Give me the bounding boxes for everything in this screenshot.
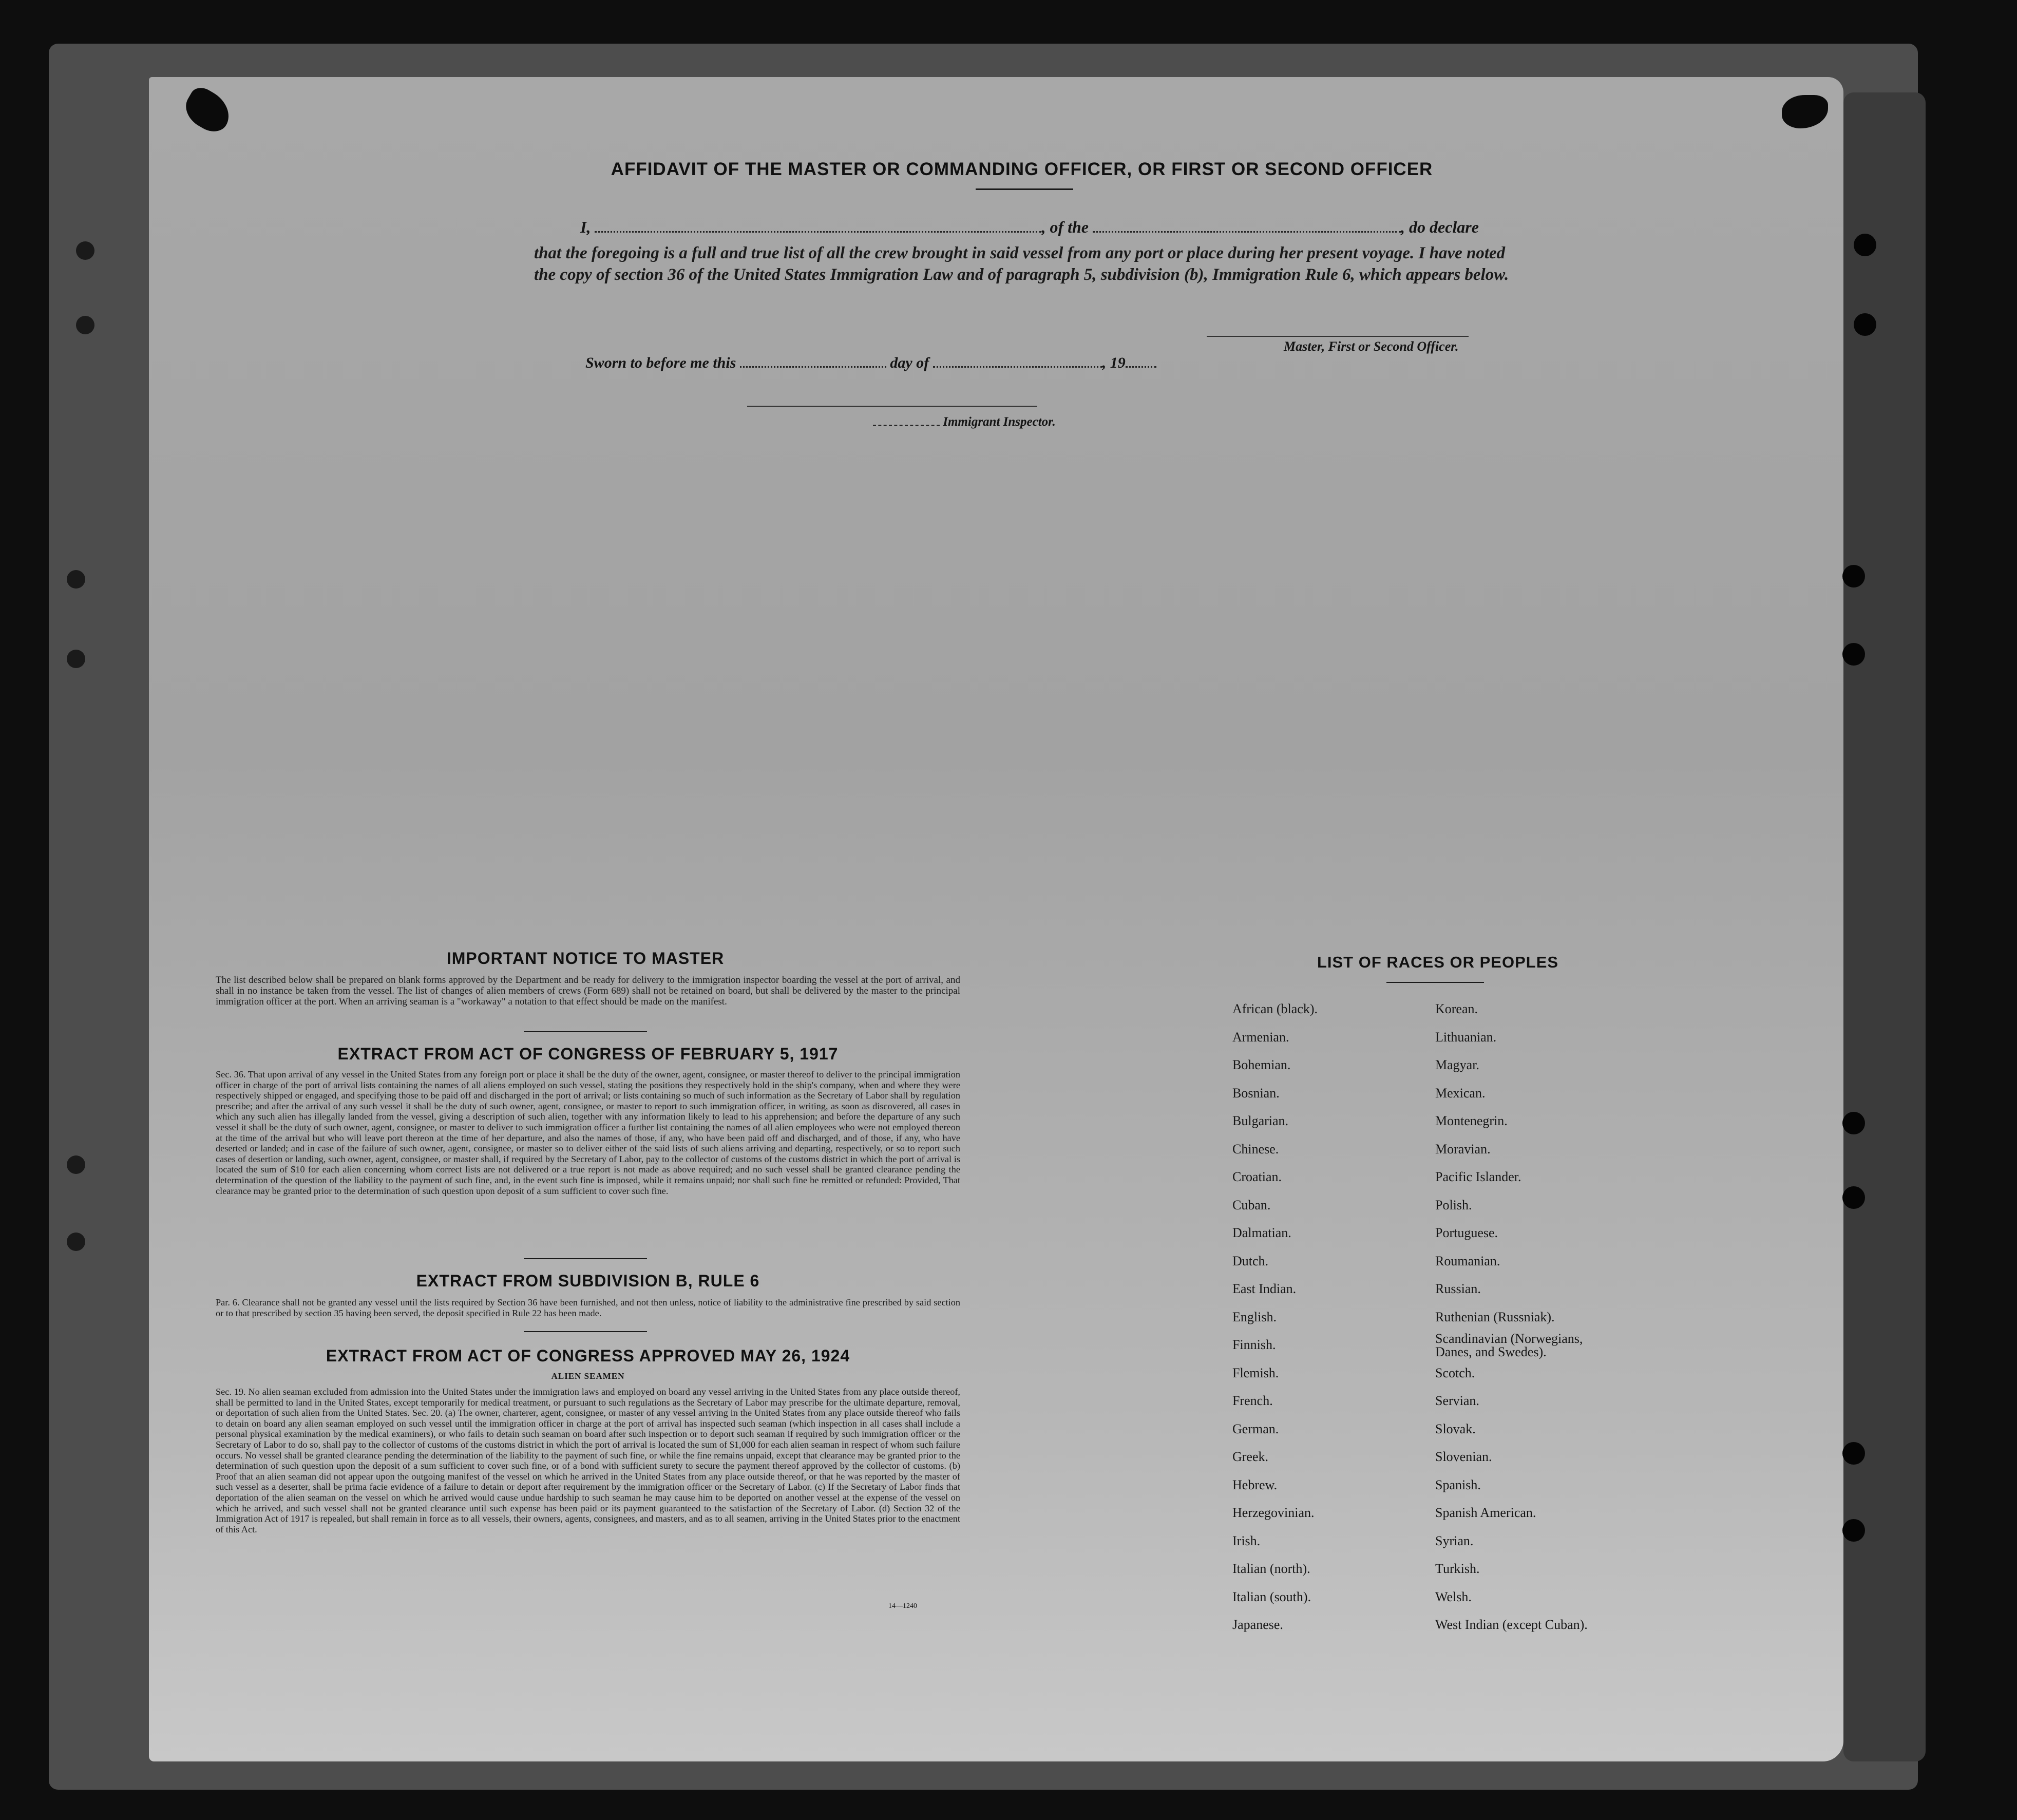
race-item: Pacific Islander. (1435, 1169, 1521, 1184)
race-item: Turkish. (1435, 1561, 1480, 1576)
race-item: Welsh. (1435, 1589, 1472, 1604)
punch-hole (1842, 1186, 1865, 1209)
race-item: Moravian. (1435, 1141, 1491, 1157)
race-item: Spanish. (1435, 1477, 1481, 1492)
race-item: Syrian. (1435, 1533, 1474, 1548)
race-item: Spanish American. (1435, 1505, 1536, 1520)
divider (524, 1031, 647, 1032)
race-item: Scotch. (1435, 1365, 1475, 1380)
race-item: Japanese. (1232, 1617, 1283, 1632)
vessel-field[interactable] (1093, 231, 1401, 233)
race-item: Servian. (1435, 1393, 1479, 1408)
race-item: Finnish. (1232, 1337, 1276, 1352)
sworn-label: Sworn to before me this (585, 354, 736, 371)
backing-sheet-edge (1843, 92, 1926, 1761)
master-signature-line[interactable] (1207, 336, 1469, 337)
day-of-label: day of (890, 354, 929, 371)
race-item: Armenian. (1232, 1029, 1289, 1045)
race-item: Bulgarian. (1232, 1113, 1289, 1128)
race-item: Montenegrin. (1435, 1113, 1508, 1128)
of-the-label: , of the (1041, 218, 1089, 236)
race-item: Mexican. (1435, 1085, 1486, 1101)
divider (1386, 982, 1484, 983)
race-item: Dalmatian. (1232, 1225, 1291, 1240)
punch-hole (67, 650, 85, 668)
race-item: Italian (north). (1232, 1561, 1310, 1576)
punch-hole (1854, 313, 1876, 336)
sworn-line (585, 354, 1156, 372)
extract-1924-text: Sec. 19. No alien seaman excluded from admission into the United States under the immigration laws and employed on board any vessel arriving in the United States from any place outside thereof, shall be permitted to land in the United States, except temporarily for medical treatment, or pursuant to such regulations as the Secretary of Labor may prescribe for the ultimate departure, removal, or deportation of such alien from the United States. Sec. 20. (a) The owner, charterer, agent, consignee, or master of any vessel arriving in the United States from any place outside thereof who fails to detain on board any alien seaman employed on such vessel until the immigration officer in charge at the port of arrival has inspected such seaman (which inspection in all cases shall include a personal physical examination by the medical examiners), or who fails to detain such seaman on board after such inspection or to deport such seaman if required by such immigration officer or the Secretary of Labor to do so, shall pay to the collector of customs of the customs district in which the port of arrival is located the sum of $1,000 for each alien seaman in respect of whom such failure occurs. No vessel shall be granted clearance pending the determination of the liability to the payment of such fine, or while the fine remains unpaid, except that clearance may be granted prior to the determination of such question upon the deposit of a sum sufficient to cover such fine, or of a bond with sufficient surety to secure the payment thereof approved by the collector of customs. (b) Proof that an alien seaman did not appear upon the outgoing manifest of the vessel on which he arrived in the United States from any place outside thereof, or that he was reported by the master of such vessel as a deserter, shall be prima facie evidence of a failure to detain or deport after requirement by the immigration officer or the Secretary of Labor. (c) If the Secretary of Labor finds that deportation of the alien seaman on the vessel on which he arrived would cause undue hardship to such seaman he may cause him to be deported on another vessel at the expense of the vessel on which he arrived, and such vessel shall not be granted clearance until such expense has been paid or its payment guaranteed to the satisfaction of the Secretary of Labor. (d) Section 32 of the Immigration Act of 1917 is repealed, but shall remain in force as to all vessels, their owners, agents, consignees, and masters, and as to all seamen, arriving in the United States prior to the enactment of this Act. (216, 1387, 960, 1534)
race-item: Italian (south). (1232, 1589, 1311, 1604)
inspector-signature-line[interactable] (747, 406, 1037, 407)
race-item: Chinese. (1232, 1141, 1279, 1157)
race-item: Roumanian. (1435, 1253, 1500, 1268)
race-item: Cuban. (1232, 1197, 1271, 1212)
divider (524, 1258, 647, 1259)
notice-text: The list described below shall be prepared on blank forms approved by the Department and be ready for delivery to the immigration inspector boarding the vessel at the port of arrival, and shall in no instance be taken from the vessel. The list of changes of alien members of crews (Form 689) shall not be retained on board, but shall be delivered by the master to the principal immigration officer at the port. When an arriving seaman is a "workaway" a notation to that effect should be made on the manifest. (216, 975, 960, 1007)
extract-1917-text: Sec. 36. That upon arrival of any vessel in the United States from any foreign port or place it shall be the duty of the owner, agent, consignee, or master thereof to deliver to the principal immigration officer in charge of the port of arrival lists containing the names of all aliens employed on such vessel, stating the positions they respectively hold in the ship's company, when and where they were respectively shipped or engaged, and specifying those to be paid off and discharged in the port of arrival; or lists containing so much of such information as the Secretary of Labor shall by regulation prescribe; and after the arrival of any such vessel it shall be the duty of such owner, agent, consignee, or master to report to such immigration officer, in writing, as soon as discovered, all cases in which any such alien has illegally landed from the vessel, giving a description of such alien, together with any information likely to lead to his apprehension; and before the departure of any such vessel it shall be the duty of such owner, agent, consignee, or master to deliver to such immigration officer a further list containing the names of all alien employees who were not employed thereon at the time of the arrival but who will leave port thereon at the time of her departure, and also the names of those, if any, who have been paid off and discharged, and of those, if any, who have deserted or landed; and in case of the failure of such owner, agent, consignee, or master so to deliver either of the said lists of such aliens arriving and departing, respectively, or so to report such cases of desertion or landing, such owner, agent, consignee, or master shall, if required by the Secretary of Labor, pay to the collector of customs of the customs district in which the port of arrival is located the sum of $10 for each alien concerning whom correct lists are not delivered or a true report is not made as above required; and no such vessel shall be granted clearance pending the determination of the question of the liability to the payment of such fine, and, in the event such fine is imposed, while it remains unpaid; nor shall such fine be remitted or refunded: Provided, That clearance may be granted prior to the determination of such question upon deposit of a sum sufficient to cover such fine. (216, 1069, 960, 1196)
race-item: English. (1232, 1309, 1277, 1324)
race-item: Lithuanian. (1435, 1029, 1497, 1045)
race-item: Slovak. (1435, 1421, 1476, 1436)
races-column-1 (1232, 995, 1318, 1639)
race-item: Greek. (1232, 1449, 1269, 1464)
race-item: Hebrew. (1232, 1477, 1278, 1492)
extract-1924-title: EXTRACT FROM ACT OF CONGRESS APPROVED MAY 26, 1924 (326, 1347, 850, 1365)
race-item: East Indian. (1232, 1281, 1297, 1296)
race-item: Dutch. (1232, 1253, 1269, 1268)
affidavit-title: AFFIDAVIT OF THE MASTER OR COMMANDING OFFICER, OR FIRST OR SECOND OFFICER (611, 159, 1433, 179)
sworn-month-field[interactable] (933, 366, 1102, 368)
race-item: Magyar. (1435, 1057, 1479, 1072)
inspector-label: Immigrant Inspector. (943, 415, 1056, 429)
race-item: Bosnian. (1232, 1085, 1280, 1101)
race-item: Bohemian. (1232, 1057, 1291, 1072)
punch-hole (1842, 1112, 1865, 1134)
punch-hole (1854, 234, 1876, 256)
race-item: French. (1232, 1393, 1273, 1408)
sworn-day-field[interactable] (740, 366, 886, 368)
name-field[interactable] (595, 231, 1041, 233)
punch-hole (1842, 1442, 1865, 1465)
extract-rule6-text: Par. 6. Clearance shall not be granted any vessel until the lists required by Section 36 have been furnished, and not then unless, notice of liability to the administrative fine prescribed by said section or to that prescribed by section 35 having been served, the deposit specified in Rule 22 has been made. (216, 1297, 960, 1318)
race-item: Flemish. (1232, 1365, 1279, 1380)
master-signature-label: Master, First or Second Officer. (1284, 339, 1459, 354)
race-item: Herzegovinian. (1232, 1505, 1315, 1520)
affidavit-statement: that the foregoing is a full and true list of all the crew brought in said vessel from any port or place during her present voyage. I have noted the copy of section 36 of the United States Immigration Law and of paragraph 5, subdivision (b), Immigration Rule 6, which appears below. (534, 244, 1509, 284)
races-title: LIST OF RACES OR PEOPLES (1317, 953, 1559, 971)
race-item: Slovenian. (1435, 1449, 1492, 1464)
punch-hole (67, 1233, 85, 1251)
race-item: Irish. (1232, 1533, 1261, 1548)
inspector-line (873, 415, 1056, 429)
punch-hole (67, 1155, 85, 1174)
sworn-year-field[interactable] (1126, 366, 1156, 368)
notice-title: IMPORTANT NOTICE TO MASTER (446, 949, 725, 968)
punch-hole (67, 570, 85, 589)
divider (524, 1331, 647, 1332)
race-item: Polish. (1435, 1197, 1472, 1212)
alien-seamen-subtitle: ALIEN SEAMEN (551, 1371, 625, 1381)
race-item: African (black). (1232, 1001, 1318, 1016)
extract-1917-title: EXTRACT FROM ACT OF CONGRESS OF FEBRUARY 5, 1917 (337, 1045, 839, 1063)
declaration-line (580, 218, 1530, 237)
declare-label: , do declare (1401, 218, 1479, 236)
race-item: West Indian (except Cuban). (1435, 1617, 1588, 1632)
inspector-dash (873, 425, 940, 426)
form-number: 14—1240 (888, 1602, 917, 1610)
race-item: Korean. (1435, 1001, 1478, 1016)
race-item: Russian. (1435, 1281, 1481, 1296)
punch-hole (76, 316, 94, 334)
punch-hole (1842, 1519, 1865, 1542)
punch-hole (1842, 643, 1865, 666)
year-prefix: , 19 (1102, 354, 1126, 371)
race-item: Ruthenian (Russniak). (1435, 1309, 1555, 1324)
race-item: Portuguese. (1435, 1225, 1498, 1240)
punch-hole (1842, 565, 1865, 587)
race-item: Scandinavian (Norwegians, Danes, and Swedes). (1435, 1331, 1583, 1359)
race-item: Croatian. (1232, 1169, 1282, 1184)
race-item: German. (1232, 1421, 1279, 1436)
divider (976, 188, 1073, 190)
punch-hole (76, 241, 94, 260)
declarant-i: I, (580, 218, 591, 236)
extract-rule6-title: EXTRACT FROM SUBDIVISION B, RULE 6 (416, 1272, 760, 1290)
races-column-2 (1435, 995, 1620, 1639)
